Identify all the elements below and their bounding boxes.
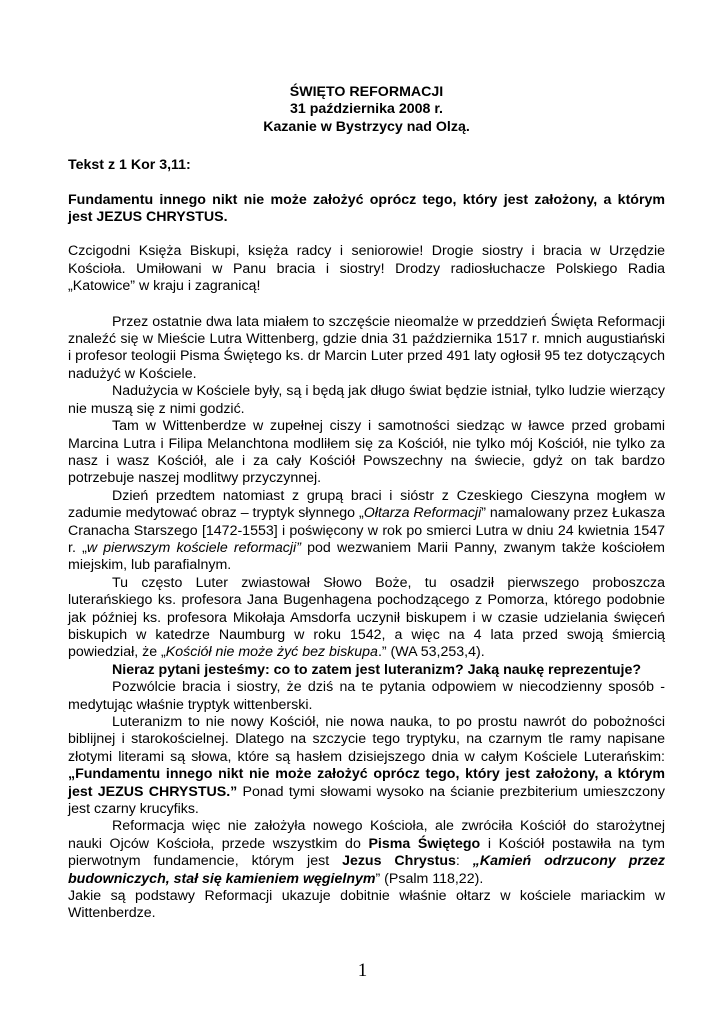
paragraph-7 [68, 714, 665, 818]
p8-part-a: Reformacja więc nie założyła nowego Kościoła, ale zwróciła Kościół do starożytnej nauki Ojców Kościoła, przede wszystkim do [68, 818, 665, 852]
greeting-paragraph: Czcigodni Księża Biskupi, księża radcy i seniorowie! Drogie siostry i bracia w Urzędzie Kościoła. Umiłowani w Panu bracia i siostry! Drodzy radiosłuchacze Polskiego Radia „Katowice” w kraju i zagranicą! [68, 243, 665, 295]
p8-psalm-quote: „Kamień odrzucony przez budowniczych, stał się kamieniem węgielnym [68, 853, 665, 887]
p5-part-a: Tu często Luter zwiastował Słowo Boże, tu osadził pierwszego proboszcza luterańskiego ks. profesora Jana Bugenhagena pochodzącego z Pomorza, którego podobnie jak później ks. profesora Mikołaja Amsdorfa uczynił biskupem i w czasie udzielania święceń biskupich w katedrze Naumburg w roku 1542, a więc na 4 lata przed swoją śmiercią powiedział, że „ [68, 574, 665, 661]
p8-jesus: Jezus Chrystus [342, 853, 456, 870]
paragraph-9: Jakie są podstawy Reformacji ukazuje dobitnie właśnie ołtarz w kościele mariackim w Wittenberdze. [68, 888, 665, 922]
p5-part-c: .” (WA 53,253,4). [377, 644, 485, 661]
p4-part-e: pod wezwaniem Marii Panny, zwanym także kościołem miejskim, lub parafialnym. [68, 539, 665, 574]
p4-quote: w pierwszym kościele reformacji” [86, 539, 301, 556]
p8-scripture: Pisma Świętego [368, 835, 481, 852]
p8-part-c: i Kościół postawiła na tym pierwotnym fundamencie, którym jest [68, 835, 665, 870]
p7-part-a: Luteranizm to nie nowy Kościół, nie nowa nauka, to po prostu nawrót do pobożności biblijnej i starokościelnej. Dlatego na szczycie tego tryptyku, na czarnym tle ramy napisane złotymi literami są słowa, które są hasłem dzisiejszego dnia w całym Kościele Luterańskim: [68, 714, 665, 765]
p4-part-c: ” namalowany przez Łukasza Cranacha Starszego [1472-1553] i poświęcony w rok po smierci Lutra w dniu 24 kwietnia 1547 r. „ [68, 505, 665, 556]
p8-part-e: : [455, 853, 473, 870]
p4-part-a: Dzień przedtem natomiast z grupą braci i sióstr z Czeskiego Cieszyna mogłem w zadumie medytować obraz – tryptyk słynnego „ [68, 487, 665, 522]
paragraph-2: Nadużycia w Kościele były, są i będą jak długo świat będzie istniał, tylko ludzie wierzący nie muszą się z nimi godzić. [68, 383, 665, 417]
bible-reference: Tekst z 1 Kor 3,11: [68, 157, 191, 174]
paragraph-5 [68, 575, 665, 662]
p8-part-g: ” (Psalm 118,22). [375, 870, 484, 887]
page-number: 1 [357, 960, 368, 981]
sermon-title: ŚWIĘTO REFORMACJI [289, 84, 444, 100]
p7-part-c: Ponad tymi słowami wysoko na ścianie prezbiterium umieszczony jest czarny krucyfiks. [68, 783, 665, 818]
paragraph-1: Przez ostatnie dwa lata miałem to szczęście nieomalże w przeddzień Święta Reformacji znaleźć się w Mieście Lutra Wittenberg, gdzie dnia 31 października 1517 r. mnich augustiański i profesor teologii Pisma Świętego ks. dr Marcin Luter przed 491 laty ogłosił 95 tez dotyczących nadużyć w Kościele. [68, 313, 665, 382]
paragraph-4 [68, 488, 665, 575]
paragraph-3: Tam w Wittenberdze w zupełnej ciszy i samotności siedząc w ławce przed grobami Marcina Lutra i Filipa Melanchtona modliłem się za Kościół, nie tylko mój Kościół, nie tylko za nasz i wasz Kościół, ale i za cały Kościół Powszechny na świecie, gdyż on tak bardzo potrzebuje naszej modlitwy przyczynnej. [68, 418, 665, 487]
p7-verse-quote: „Fundamentu innego nikt nie może założyć oprócz tego, który jest założony, a którym jest JEZUS CHRYSTUS.” [68, 766, 665, 800]
bible-verse: Fundamentu innego nikt nie może założyć oprócz tego, który jest założony, a którym jest JEZUS CHRYSTUS. [68, 191, 665, 226]
p4-altar-title: Ołtarza Reformacji [363, 505, 482, 522]
p5-quote: Kościół nie może żyć bez biskupa [165, 644, 378, 661]
paragraph-8 [68, 818, 665, 888]
sermon-body [68, 314, 665, 923]
sermon-date: 31 października 2008 r. [290, 101, 443, 118]
document-page [68, 84, 665, 923]
sermon-place: Kazanie w Bystrzycy nad Olzą. [263, 118, 470, 135]
paragraph-6: Pozwólcie bracia i siostry, że dziś na te pytania odpowiem w niecodzienny sposób - medytując właśnie tryptyk wittenberski. [68, 679, 665, 713]
question-heading: Nieraz pytani jesteśmy: co to zatem jest luteranizm? Jaką naukę reprezentuje? [112, 661, 642, 678]
